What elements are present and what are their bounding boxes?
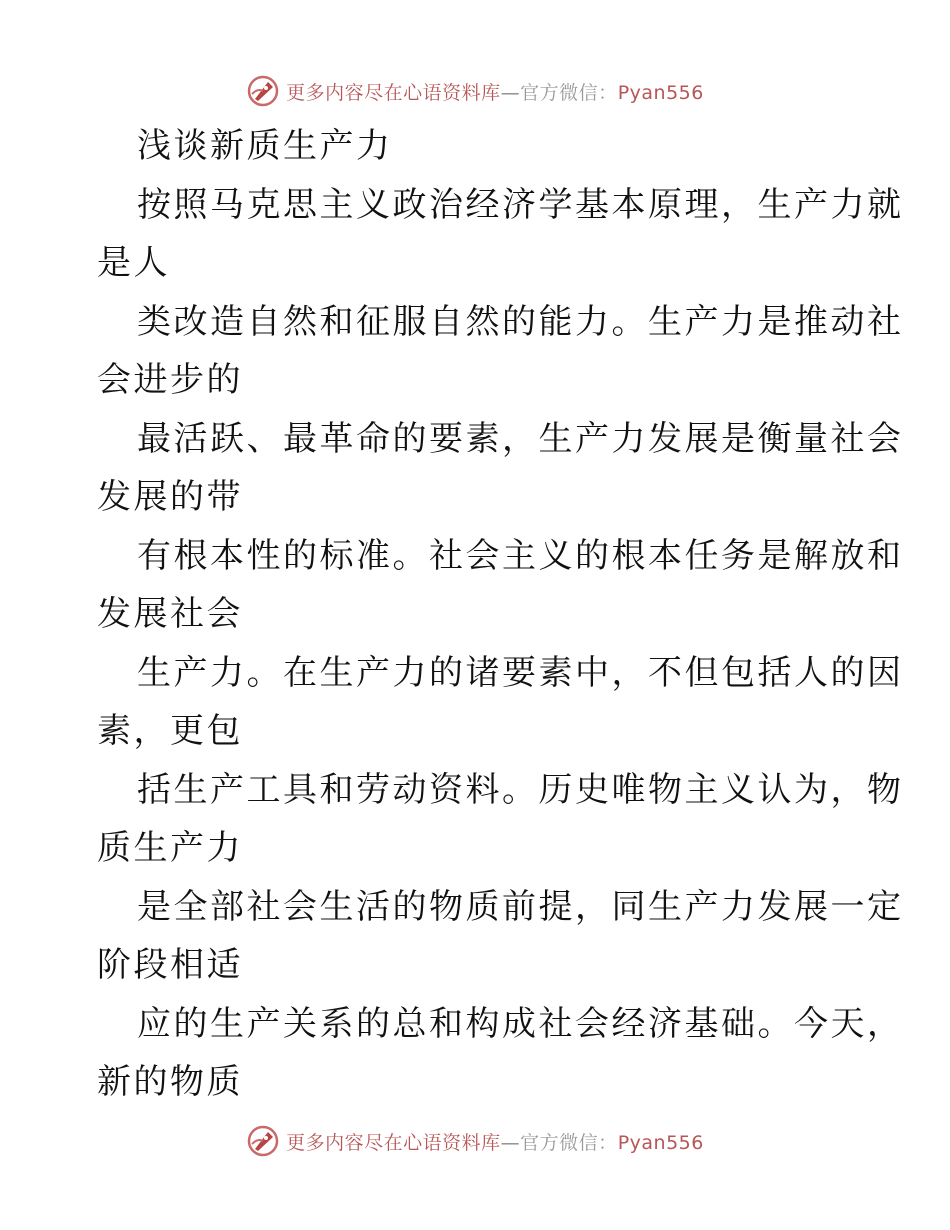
document-body (97, 117, 904, 1112)
paragraph-line: 是全部社会生活的物质前提，同生产力发展一定 (137, 886, 904, 927)
paragraph-line: 发展的带 (97, 477, 243, 517)
pen-nib-logo-icon (246, 74, 280, 108)
paragraph-line: 生产力。在生产力的诸要素中，不但包括人的因 (137, 652, 904, 693)
footer-main-text: 更多内容尽在心语资料库 (286, 1131, 501, 1154)
footer-watermark (0, 1121, 950, 1161)
header-watermark-text (286, 78, 704, 105)
paragraph-line: 素，更包 (97, 711, 243, 751)
document-title: 浅谈新质生产力 (137, 126, 393, 166)
paragraph-line: 应的生产关系的总和构成社会经济基础。今天， (137, 1003, 904, 1044)
footer-dash: — (500, 1131, 521, 1154)
paragraph-line: 有根本性的标准。社会主义的根本任务是解放和 (137, 535, 904, 576)
footer-wechat-id: Pyan556 (617, 1131, 704, 1154)
header-wechat-label: 官方微信： (520, 81, 618, 104)
paragraph-line: 质生产力 (97, 828, 243, 868)
paragraph-line: 阶段相适 (97, 945, 243, 985)
paragraph-line: 按照马克思主义政治经济学基本原理，生产力就 (137, 184, 904, 225)
paragraph-line: 类改造自然和征服自然的能力。生产力是推动社 (137, 301, 904, 342)
footer-watermark-text (286, 1128, 704, 1155)
paragraph-line: 新的物质 (97, 1062, 243, 1102)
paragraph-line: 最活跃、最革命的要素，生产力发展是衡量社会 (137, 418, 904, 459)
header-dash: — (500, 81, 521, 104)
footer-wechat-label: 官方微信： (520, 1131, 618, 1154)
header-main-text: 更多内容尽在心语资料库 (286, 81, 501, 104)
pen-nib-logo-icon (246, 1124, 280, 1158)
paragraph-line: 发展社会 (97, 594, 243, 634)
header-wechat-id: Pyan556 (617, 81, 704, 104)
paragraph-line: 是人 (97, 243, 170, 283)
paragraph-line: 会进步的 (97, 360, 243, 400)
header-watermark (0, 71, 950, 111)
paragraph-line: 括生产工具和劳动资料。历史唯物主义认为，物 (137, 769, 904, 810)
